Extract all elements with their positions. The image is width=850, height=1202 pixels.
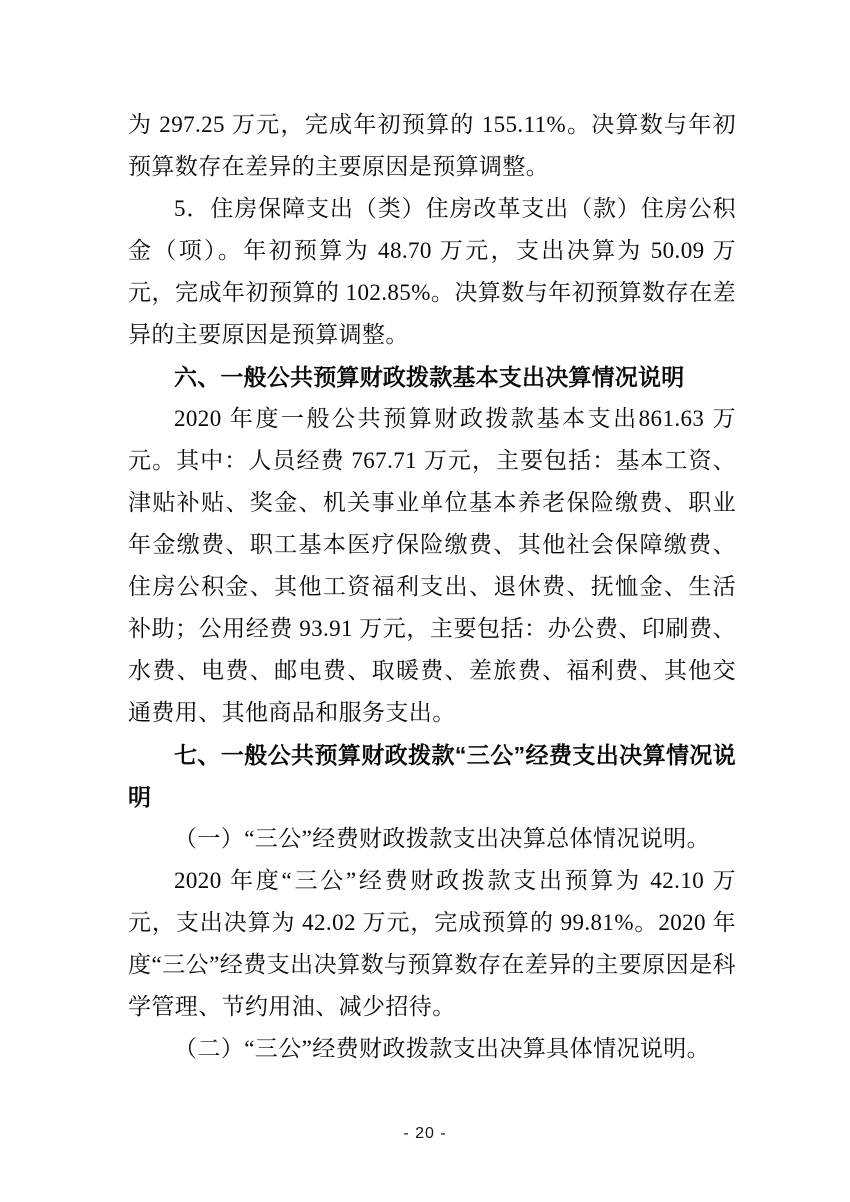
document-body	[128, 104, 736, 1070]
paragraph-three-public-specific-title: （二）“三公”经费财政拨款支出决算具体情况说明。	[174, 1036, 711, 1061]
section-heading-seven-three-public-funds: 七、一般公共预算财政拨款“三公”经费支出决算情况说明	[128, 742, 736, 810]
paragraph-three-public-overall-title: （一）“三公”经费财政拨款支出决算总体情况说明。	[174, 826, 711, 851]
paragraph-budget-adjustment-continuation: 为 297.25 万元，完成年初预算的 155.11%。决算数与年初预算数存在差异的主要原因是预算调整。	[128, 112, 736, 179]
paragraph-housing-security-item5: 5．住房保障支出（类）住房改革支出（款）住房公积金（项）。年初预算为 48.70 万元，支出决算为 50.09 万元，完成年初预算的 102.85%。决算数与年初预算数存在差异的主要原因是预算调整。	[128, 196, 736, 347]
section-heading-six-basic-expenditure: 六、一般公共预算财政拨款基本支出决算情况说明	[174, 364, 685, 390]
page-number: - 20 -	[403, 1125, 447, 1142]
paragraph-three-public-overall-detail: 2020 年度“三公”经费财政拨款支出预算为 42.10 万元，支出决算为 42.02 万元，完成预算的 99.81%。2020 年度“三公”经费支出决算数与预算数存在差异的主要原因是科学管理、节约用油、减少招待。	[128, 868, 736, 1019]
paragraph-basic-expenditure-detail: 2020 年度一般公共预算财政拨款基本支出861.63 万元。其中：人员经费 767.71 万元，主要包括：基本工资、津贴补贴、奖金、机关事业单位基本养老保险缴费、职业年金缴费、职工基本医疗保险缴费、其他社会保障缴费、住房公积金、其他工资福利支出、退休费、抚恤金、生活补助；公用经费 93.91 万元，主要包括：办公费、印刷费、水费、电费、邮电费、取暖费、差旅费、福利费、其他交通费用、其他商品和服务支出。	[128, 406, 736, 725]
